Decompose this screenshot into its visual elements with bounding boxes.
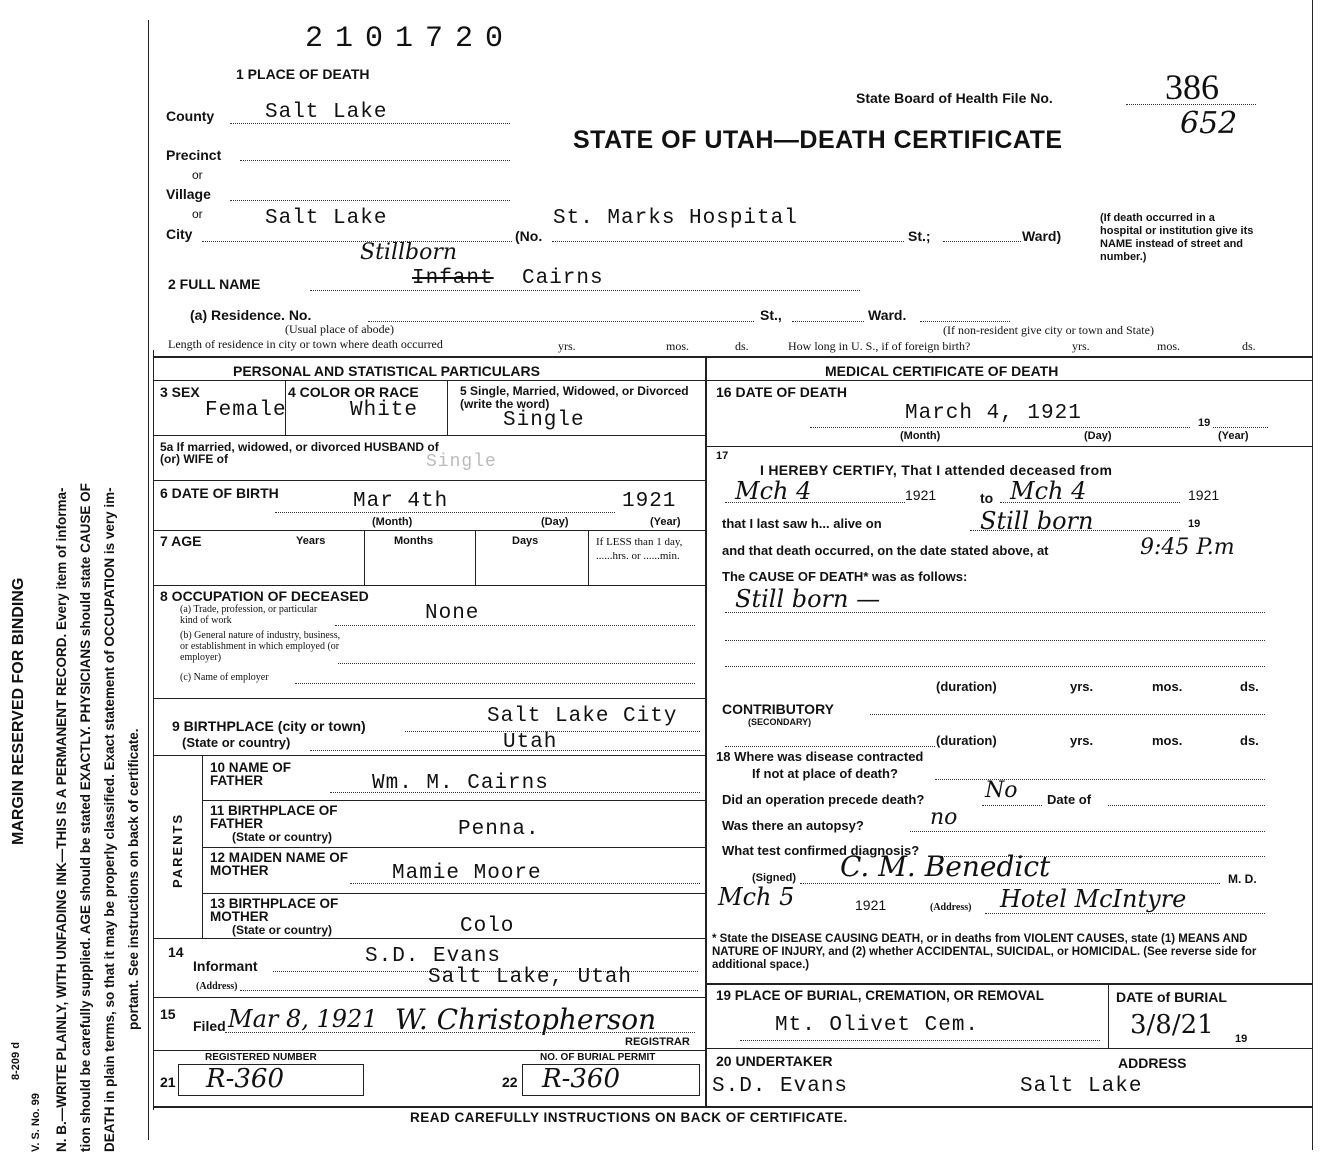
street-label: St.; [908, 228, 931, 244]
binding-margin-label: MARGIN RESERVED FOR BINDING [10, 577, 27, 845]
residence-label: (a) Residence. No. [190, 307, 312, 323]
dob-day-caption: (Day) [541, 516, 569, 528]
full-name-label: 2 FULL NAME [168, 276, 261, 292]
father-label: 10 NAME OF FATHER [210, 760, 292, 788]
file-number: 386 [1165, 67, 1219, 107]
informant-label: Informant [193, 958, 258, 974]
county-value: Salt Lake [265, 101, 388, 124]
occupation-a-caption: (a) Trade, profession, or particular kind of work [180, 604, 318, 626]
mother-birthplace-label: 13 BIRTHPLACE OF MOTHER [210, 896, 339, 924]
burial-place-label: 19 PLACE OF BURIAL, CREMATION, OR REMOVAL [716, 988, 1045, 1003]
binding-line [148, 20, 149, 1140]
or-label-1: or [192, 168, 203, 182]
dod-19: 19 [1198, 417, 1211, 429]
margin-instructions-4: portant. See instructions on back of certificate. [126, 728, 141, 1030]
contrib-mos: mos. [1152, 733, 1183, 748]
undertaker-address-label: ADDRESS [1118, 1055, 1187, 1071]
dob-label: 6 DATE OF BIRTH [160, 485, 279, 501]
cause-mos: mos. [1152, 679, 1183, 694]
autopsy-label: Was there an autopsy? [722, 818, 864, 833]
undertaker-label: 20 UNDERTAKER [716, 1053, 833, 1069]
res-mos: mos. [666, 339, 690, 353]
still-born-handwritten-1: Still born [980, 507, 1094, 535]
to-year: 1921 [1188, 487, 1220, 503]
time-of-death: 9:45 P.m [1140, 535, 1235, 560]
place-of-death-label: 1 PLACE OF DEATH [236, 66, 370, 82]
res-ds: ds. [735, 339, 749, 353]
operation-label: Did an operation precede death? [722, 792, 925, 807]
burial-date-19: 19 [1235, 1033, 1248, 1045]
informant-number: 14 [168, 944, 184, 960]
informant-name: S.D. Evans [365, 945, 502, 968]
dob-year: 1921 [622, 490, 677, 513]
attended-from: Mch 4 [735, 477, 812, 505]
father-birthplace: Penna. [458, 818, 540, 841]
certify-text: I HEREBY CERTIFY, That I attended deceased from [760, 462, 1113, 478]
residence-ward-label: Ward. [868, 307, 907, 323]
cause-of-death: Still born — [735, 585, 881, 613]
occupation-label: 8 OCCUPATION OF DECEASED [160, 588, 369, 604]
secondary-label: (SECONDARY) [748, 717, 812, 727]
contrib-ds: ds. [1240, 733, 1259, 748]
signed-label: (Signed) [752, 872, 796, 884]
margin-instructions-1: N. B.—WRITE PLAINLY, WITH UNFADING INK—THIS IS A PERMANENT RECORD. Every item of informa- [54, 487, 69, 1152]
dod-year-caption: (Year) [1218, 430, 1249, 442]
cause-label: The CAUSE OF DEATH* was as follows: [722, 569, 968, 584]
burial-permit-value: R-360 [542, 1064, 620, 1094]
burial-permit-label: NO. OF BURIAL PERMIT [540, 1052, 656, 1063]
burial-date-label: DATE of BURIAL [1116, 989, 1227, 1005]
undertaker-name: S.D. Evans [712, 1075, 849, 1098]
attended-to: Mch 4 [1010, 477, 1087, 505]
file-number-handwritten: 652 [1180, 106, 1238, 141]
ward-label: Ward) [1022, 228, 1062, 244]
father-birthplace-label: 11 BIRTHPLACE OF FATHER [210, 803, 338, 831]
father-birthplace-caption: (State or country) [232, 830, 333, 844]
hospital-note: (If death occurred in a hospital or institution give its NAME instead of street and number.) [1100, 212, 1254, 263]
last-saw-19: 19 [1188, 518, 1201, 530]
birthplace-state: Utah [503, 731, 558, 754]
residence-st-label: St., [760, 307, 782, 323]
file-no-label: State Board of Health File No. [856, 90, 1053, 106]
sex-label: 3 SEX [160, 384, 200, 400]
last-saw-text: that I last saw h... alive on [722, 516, 882, 531]
age-less-than: If LESS than 1 day, ......hrs. or ......min. [596, 536, 683, 562]
city-value: Salt Lake [265, 207, 388, 230]
precinct-label: Precinct [166, 147, 222, 163]
birthplace-label: 9 BIRTHPLACE (city or town) [172, 718, 366, 734]
color-label: 4 COLOR OR RACE [288, 384, 419, 400]
hospital-name: St. Marks Hospital [553, 207, 798, 230]
us-ds: ds. [1242, 339, 1256, 353]
signature-year: 1921 [855, 897, 887, 913]
res-yrs: yrs. [558, 339, 576, 353]
cause-footnote: * State the DISEASE CAUSING DEATH, or in deaths from VIOLENT CAUSES, state (1) MEANS AND NATURE OF INJURY, and (2) whether ACCIDENTAL, SUICIDAL, or HOMICIDAL. (See reverse side for additional space.) [712, 933, 1257, 971]
registered-number-value: R-360 [206, 1064, 284, 1094]
occupation-b-caption: (b) General nature of industry, business, or establishment in which employed (or employer) [180, 630, 341, 663]
mother-birthplace-caption: (State or country) [232, 923, 333, 937]
form-right-border [1312, 0, 1313, 1150]
spouse-label: 5a If married, widowed, or divorced HUSBAND of (or) WIFE of [160, 440, 439, 466]
dod-month-caption: (Month) [900, 430, 941, 442]
not-at-place-label: If not at place of death? [752, 766, 898, 781]
or-label-2: or [192, 207, 203, 221]
form-code: 8-209 d [10, 1042, 22, 1080]
cause-duration: (duration) [936, 679, 997, 694]
cause-ds: ds. [1240, 679, 1259, 694]
stillborn-handwritten: Stillborn [360, 240, 458, 265]
dod-label: 16 DATE OF DEATH [716, 384, 847, 400]
registered-number-label: REGISTERED NUMBER [205, 1052, 317, 1063]
occurred-text: and that death occurred, on the date stated above, at [722, 543, 1049, 558]
filed-label: Filed [193, 1018, 226, 1034]
item-18-label: 18 Where was disease contracted [716, 749, 924, 764]
birthplace-state-caption: (State or country) [182, 735, 291, 750]
age-months-caption: Months [394, 535, 434, 547]
parents-side-label: PARENTS [170, 812, 185, 888]
medical-header: MEDICAL CERTIFICATE OF DEATH [825, 363, 1059, 379]
mother-label: 12 MAIDEN NAME OF MOTHER [210, 850, 349, 878]
spouse-faint: Single [426, 452, 497, 472]
father-name: Wm. M. Cairns [372, 772, 549, 795]
usual-abode-caption: (Usual place of abode) [285, 322, 394, 336]
length-residence-label: Length of residence in city or town where death occurred [168, 337, 443, 351]
physician-signature: C. M. Benedict [840, 850, 1051, 883]
age-days-caption: Days [512, 535, 539, 547]
birthplace-city: Salt Lake City [487, 705, 678, 728]
cause-yrs: yrs. [1070, 679, 1094, 694]
signature-date: Mch 5 [718, 883, 795, 911]
margin-instructions-2: tion should be carefully supplied. AGE should be stated EXACTLY. PHYSICIANS should state CAUSE OF [78, 483, 93, 1152]
occupation-value: None [425, 602, 480, 625]
filed-number: 15 [160, 1006, 176, 1022]
form-left-border [153, 350, 154, 1110]
registrar-label: REGISTRAR [625, 1036, 690, 1048]
operation-date-label: Date of [1047, 792, 1092, 807]
informant-address: Salt Lake, Utah [428, 966, 633, 989]
physician-address: Hotel McIntyre [1000, 885, 1187, 913]
struck-first-name: Infant [412, 267, 494, 290]
vs-number: V. S. No. 99 [30, 1093, 42, 1152]
no-label: (No. [515, 228, 543, 244]
test-diagnosis-label: What test confirmed diagnosis? [722, 843, 920, 858]
filed-date-handwritten: Mar 8, 1921 [228, 1005, 378, 1033]
personal-header: PERSONAL AND STATISTICAL PARTICULARS [233, 363, 540, 379]
occupation-c-caption: (c) Name of employer [180, 672, 269, 683]
from-year: 1921 [905, 487, 937, 503]
autopsy-answer: no [930, 805, 958, 830]
md-label: M. D. [1228, 872, 1257, 886]
sex-value: Female [205, 399, 287, 422]
to-label: to [980, 490, 994, 506]
certificate-title: STATE OF UTAH—DEATH CERTIFICATE [573, 126, 1063, 154]
how-long-us-label: How long in U. S., if of foreign birth? [788, 339, 971, 353]
dob-month-caption: (Month) [372, 516, 413, 528]
county-label: County [166, 108, 215, 124]
burial-permit-prefix: 22 [502, 1074, 518, 1090]
contributory-label: CONTRIBUTORY [722, 701, 834, 717]
certificate-number: 2101720 [305, 22, 516, 56]
us-yrs: yrs. [1072, 339, 1090, 353]
city-label: City [166, 226, 193, 242]
contrib-yrs: yrs. [1070, 733, 1094, 748]
operation-answer: No [985, 778, 1018, 803]
dob-value: Mar 4th [353, 490, 449, 513]
mother-maiden-name: Mamie Moore [392, 862, 542, 885]
us-mos: mos. [1157, 339, 1181, 353]
contrib-duration: (duration) [936, 733, 997, 748]
margin-instructions-3: DEATH in plain terms, so that it may be properly classified. Exact statement of OCCUPATION is very im- [102, 487, 117, 1152]
color-value: White [350, 399, 419, 422]
informant-address-label: (Address) [196, 981, 238, 992]
registrar-signature: W. Christopherson [395, 1003, 657, 1036]
marital-label: 5 Single, Married, Widowed, or Divorced (write the word) [460, 384, 689, 411]
dob-year-caption: (Year) [650, 516, 681, 528]
dod-day-caption: (Day) [1084, 430, 1112, 442]
nonresident-caption: (If non-resident give city or town and State) [943, 323, 1154, 337]
item-17: 17 [716, 450, 729, 462]
age-years-caption: Years [296, 535, 326, 547]
physician-address-label: (Address) [930, 902, 972, 913]
dod-value: March 4, 1921 [905, 402, 1082, 425]
village-label: Village [166, 186, 211, 202]
age-label: 7 AGE [160, 533, 202, 549]
mother-birthplace: Colo [460, 915, 515, 938]
undertaker-address: Salt Lake [1020, 1075, 1143, 1098]
burial-place: Mt. Olivet Cem. [775, 1014, 980, 1037]
burial-date: 3/8/21 [1130, 1010, 1214, 1040]
reg-num-prefix: 21 [160, 1074, 176, 1090]
surname: Cairns [522, 267, 604, 290]
marital-value: Single [503, 409, 585, 432]
footer-instructions: READ CAREFULLY INSTRUCTIONS ON BACK OF CERTIFICATE. [410, 1110, 848, 1125]
